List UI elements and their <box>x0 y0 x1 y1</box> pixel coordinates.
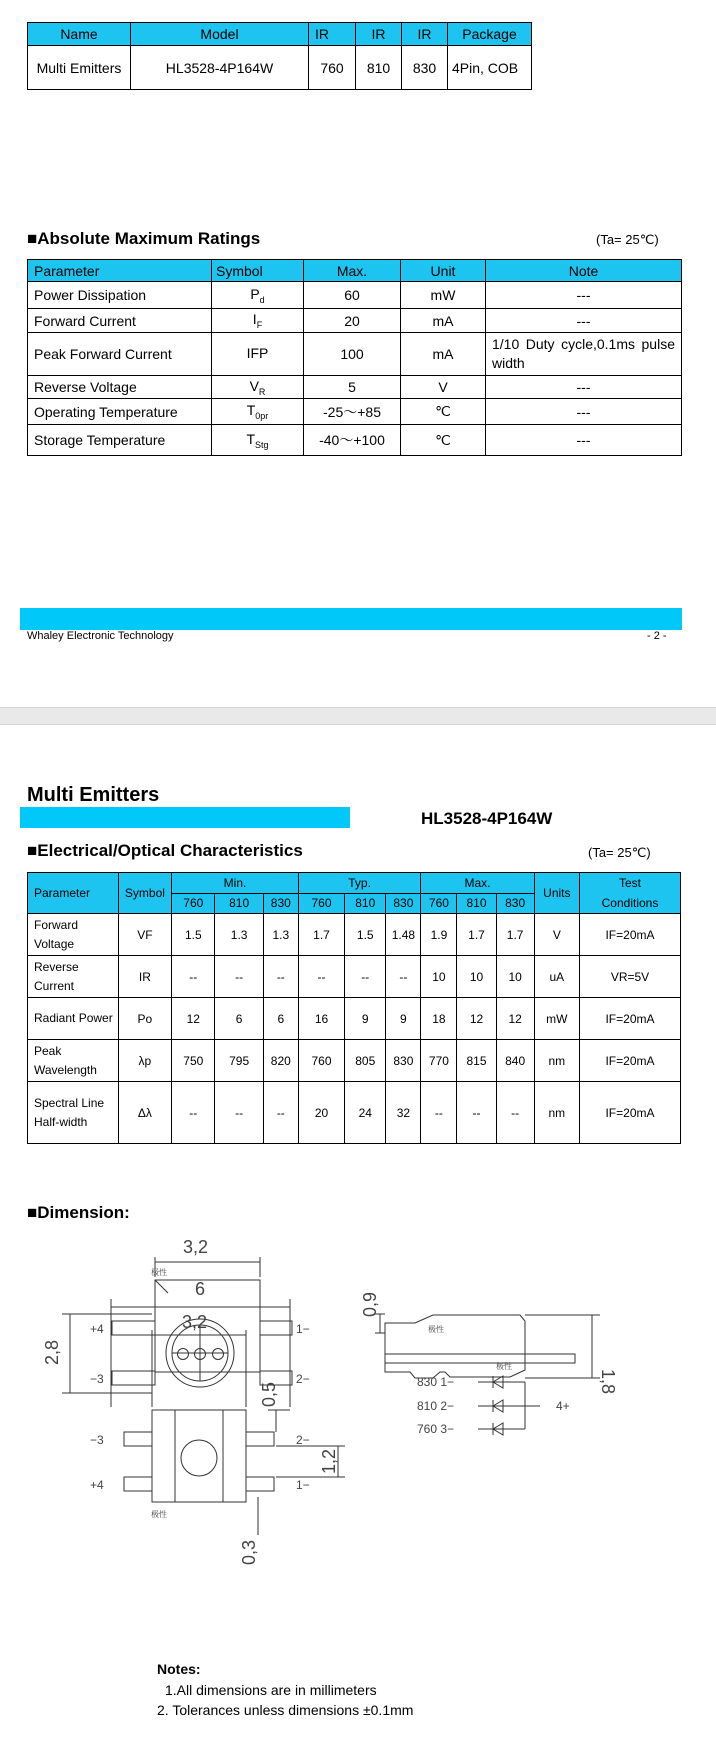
eoc-value: 12 <box>496 998 534 1040</box>
eoc-value: 1.3 <box>263 914 298 956</box>
label-28: 2,8 <box>42 1339 62 1365</box>
eoc-value: -- <box>215 956 263 998</box>
label-830: 830 1− <box>417 1375 455 1389</box>
label-18: 1,8 <box>598 1369 618 1395</box>
amr-title: ■Absolute Maximum Ratings <box>27 229 261 248</box>
amr-header-max: Max. <box>304 260 401 282</box>
note-item: 1.All dimensions are in millimeters <box>165 1682 377 1698</box>
eoc-value: 24 <box>345 1082 386 1144</box>
eoc-value: 16 <box>298 998 344 1040</box>
eoc-header-symbol: Symbol <box>118 873 172 914</box>
polarity-mark: 极性 <box>151 1510 167 1519</box>
eoc-unit: uA <box>534 956 579 998</box>
eoc-condition: VR=5V <box>579 956 680 998</box>
page-separator <box>0 707 716 725</box>
cell-model: HL3528-4P164W <box>131 46 309 90</box>
bottom-view-body <box>152 1410 246 1502</box>
header-ir-3: IR <box>402 23 448 46</box>
eoc-value: -- <box>496 1082 534 1144</box>
eoc-ta: (Ta= 25℃) <box>588 845 651 860</box>
top-view-pin-4 <box>112 1321 155 1335</box>
eoc-condition: IF=20mA <box>579 1082 680 1144</box>
amr-unit: mW <box>401 282 486 309</box>
dimension-title: ■Dimension: <box>27 1203 130 1222</box>
eoc-value: 750 <box>172 1040 215 1082</box>
cell-name: Multi Emitters <box>28 46 131 90</box>
eoc-symbol: IR <box>118 956 172 998</box>
product-table <box>27 22 532 90</box>
eoc-header-max: Max. <box>421 873 534 894</box>
amr-param: Operating Temperature <box>28 399 212 425</box>
eoc-condition: IF=20mA <box>579 914 680 956</box>
label-pin-1: 1− <box>296 1322 310 1336</box>
eoc-value: 820 <box>263 1040 298 1082</box>
header-model: Model <box>131 23 309 46</box>
eoc-value: 1.7 <box>457 914 496 956</box>
eoc-header-min: Min. <box>172 873 299 894</box>
header-package: Package <box>448 23 532 46</box>
eoc-symbol: Po <box>118 998 172 1040</box>
eoc-value: 1.5 <box>345 914 386 956</box>
amr-symbol: $P_d$ <box>212 282 304 309</box>
eoc-subheader: 810 <box>345 893 386 914</box>
table-row <box>28 1082 681 1144</box>
top-view-pin-3 <box>112 1371 155 1385</box>
model-title: HL3528-4P164W <box>421 809 553 828</box>
dim-line-28 <box>62 1314 152 1393</box>
cell-package: 4Pin, COB <box>448 46 532 90</box>
eoc-value: 6 <box>263 998 298 1040</box>
eoc-header-parameter: Parameter <box>28 873 119 914</box>
eoc-value: 10 <box>457 956 496 998</box>
label-bottom-pin-2: 2− <box>296 1433 310 1447</box>
amr-note: 1/10 Duty cycle,0.1ms pulse width <box>486 333 682 376</box>
cell-ir-810: 810 <box>356 46 402 90</box>
label-pin-minus3: −3 <box>90 1372 104 1386</box>
amr-note: --- <box>486 376 682 399</box>
eoc-value: 1.5 <box>172 914 215 956</box>
eoc-value: 1.3 <box>215 914 263 956</box>
eoc-value: -- <box>457 1082 496 1144</box>
label-12: 1,2 <box>319 1448 339 1474</box>
table-row <box>28 282 682 309</box>
eoc-header-typ: Typ. <box>298 873 421 894</box>
amr-table <box>27 259 682 456</box>
eoc-value: 32 <box>386 1082 421 1144</box>
amr-max: 5 <box>304 376 401 399</box>
eoc-header-test: Test Conditions <box>579 873 680 914</box>
label-05: 0,5 <box>259 1381 279 1407</box>
eoc-value: 1.7 <box>298 914 344 956</box>
header-ir-2: IR <box>356 23 402 46</box>
label-32-top: 3,2 <box>183 1237 209 1257</box>
eoc-param: Reverse Current <box>28 956 119 998</box>
eoc-value: 6 <box>215 998 263 1040</box>
label-32-bottom: 3,2 <box>182 1312 208 1332</box>
eoc-value: 18 <box>421 998 457 1040</box>
table-row <box>28 333 682 376</box>
eoc-value: 830 <box>386 1040 421 1082</box>
label-760: 760 3− <box>417 1422 455 1436</box>
footer-bar <box>20 608 682 630</box>
bottom-view-outline <box>152 1410 246 1502</box>
notes-title: Notes: <box>157 1661 201 1677</box>
amr-param: Storage Temperature <box>28 425 212 456</box>
amr-note: --- <box>486 309 682 333</box>
amr-max: -40～+100 <box>304 425 401 456</box>
amr-ta: (Ta= 25℃) <box>596 232 659 247</box>
footer-page-number: - 2 - <box>647 630 667 642</box>
eoc-value: 20 <box>298 1082 344 1144</box>
amr-symbol: $V_R$ <box>212 376 304 399</box>
amr-unit: mA <box>401 309 486 333</box>
amr-symbol: $T_{0pr}$ <box>212 399 304 425</box>
title-bar <box>20 807 350 828</box>
amr-unit: V <box>401 376 486 399</box>
amr-note: --- <box>486 399 682 425</box>
table-row <box>28 1040 681 1082</box>
label-bottom-pin-4: +4 <box>90 1478 104 1492</box>
eoc-value: -- <box>386 956 421 998</box>
eoc-subheader: 830 <box>386 893 421 914</box>
eoc-unit: V <box>534 914 579 956</box>
header-name: Name <box>28 23 131 46</box>
eoc-value: -- <box>215 1082 263 1144</box>
eoc-value: -- <box>172 1082 215 1144</box>
cell-ir-760: 760 <box>309 46 356 90</box>
polarity-mark: 极性 <box>428 1325 444 1334</box>
eoc-param: Peak Wavelength <box>28 1040 119 1082</box>
bottom-view-pin-2 <box>246 1432 274 1446</box>
note-item: 2. Tolerances unless dimensions ±0.1mm <box>157 1702 414 1718</box>
dim-line-05 <box>268 1410 290 1432</box>
eoc-unit: nm <box>534 1040 579 1082</box>
eoc-subheader: 810 <box>457 893 496 914</box>
eoc-subheader: 830 <box>496 893 534 914</box>
label-pin-2: 2− <box>296 1372 310 1386</box>
amr-note: --- <box>486 282 682 309</box>
eoc-subheader: 760 <box>421 893 457 914</box>
eoc-param: Spectral Line Half-width <box>28 1082 119 1144</box>
amr-param: Reverse Voltage <box>28 376 212 399</box>
label-bottom-pin-1: 1− <box>296 1478 310 1492</box>
label-6: 6 <box>195 1279 206 1299</box>
label-4plus: 4+ <box>556 1399 570 1413</box>
eoc-unit: mW <box>534 998 579 1040</box>
eoc-subheader: 760 <box>298 893 344 914</box>
bottom-view-pin-3 <box>124 1432 152 1446</box>
eoc-symbol: λp <box>118 1040 172 1082</box>
bottom-view-lens <box>181 1440 217 1476</box>
amr-header-parameter: Parameter <box>28 260 212 282</box>
amr-max: -25～+85 <box>304 399 401 425</box>
eoc-title: ■Electrical/Optical Characteristics <box>27 841 303 860</box>
eoc-value: -- <box>298 956 344 998</box>
polarity-mark: 极性 <box>496 1362 512 1371</box>
bottom-view-pin-4 <box>124 1477 152 1491</box>
table-row <box>28 956 681 998</box>
table-row <box>28 425 682 456</box>
eoc-value: 9 <box>386 998 421 1040</box>
eoc-value: 1.9 <box>421 914 457 956</box>
schematic-bus <box>508 1382 540 1429</box>
amr-param: Forward Current <box>28 309 212 333</box>
dim-line-32-top <box>155 1257 260 1277</box>
table-row <box>28 399 682 425</box>
label-03: 0,3 <box>239 1539 259 1565</box>
eoc-value: 805 <box>345 1040 386 1082</box>
amr-symbol: $I_F$ <box>212 309 304 333</box>
dimension-drawing <box>0 1235 716 1655</box>
eoc-value: 840 <box>496 1040 534 1082</box>
amr-unit: ℃ <box>401 399 486 425</box>
eoc-table <box>27 872 681 1144</box>
bottom-view-center <box>175 1410 223 1502</box>
label-bottom-pin-3: −3 <box>90 1433 104 1447</box>
eoc-value: -- <box>172 956 215 998</box>
eoc-value: -- <box>263 1082 298 1144</box>
eoc-value: -- <box>421 1082 457 1144</box>
label-pin-plus4: +4 <box>90 1322 104 1336</box>
eoc-value: 795 <box>215 1040 263 1082</box>
eoc-value: 9 <box>345 998 386 1040</box>
amr-symbol: $T_{Stg}$ <box>212 425 304 456</box>
amr-unit: ℃ <box>401 425 486 456</box>
eoc-param: Radiant Power <box>28 998 119 1040</box>
top-view-pin-1 <box>260 1321 292 1335</box>
table-row <box>28 376 682 399</box>
chip-icon <box>178 1349 189 1360</box>
eoc-value: 10 <box>421 956 457 998</box>
eoc-subheader: 810 <box>215 893 263 914</box>
eoc-value: 770 <box>421 1040 457 1082</box>
amr-symbol: IFP <box>212 333 304 376</box>
amr-param: Peak Forward Current <box>28 333 212 376</box>
footer-company: Whaley Electronic Technology <box>27 630 174 642</box>
amr-max: 20 <box>304 309 401 333</box>
eoc-subheader: 830 <box>263 893 298 914</box>
amr-param: Power Dissipation <box>28 282 212 309</box>
table-row <box>28 998 681 1040</box>
eoc-value: 12 <box>172 998 215 1040</box>
eoc-subheader: 760 <box>172 893 215 914</box>
eoc-value: 1.48 <box>386 914 421 956</box>
table-row <box>28 914 681 956</box>
eoc-unit: nm <box>534 1082 579 1144</box>
eoc-value: 815 <box>457 1040 496 1082</box>
amr-max: 100 <box>304 333 401 376</box>
eoc-value: 1.7 <box>496 914 534 956</box>
cell-ir-830: 830 <box>402 46 448 90</box>
eoc-symbol: Δλ <box>118 1082 172 1144</box>
amr-note: --- <box>486 425 682 456</box>
header-ir-1: IR <box>309 23 356 46</box>
eoc-value: 760 <box>298 1040 344 1082</box>
label-09: 0,9 <box>360 1291 380 1317</box>
amr-max: 60 <box>304 282 401 309</box>
bottom-view-pin-1 <box>246 1477 274 1491</box>
amr-header-note: Note <box>486 260 682 282</box>
amr-header-symbol: Symbol <box>212 260 304 282</box>
eoc-value: -- <box>263 956 298 998</box>
side-view-pins <box>385 1354 575 1363</box>
eoc-param: Forward Voltage <box>28 914 119 956</box>
eoc-value: 10 <box>496 956 534 998</box>
dim-line-18 <box>525 1315 600 1378</box>
amr-header-unit: Unit <box>401 260 486 282</box>
polarity-mark: 极性 <box>151 1268 167 1277</box>
polarity-line <box>155 1280 168 1293</box>
chip-icon <box>213 1349 224 1360</box>
table-row <box>28 309 682 333</box>
eoc-condition: IF=20mA <box>579 1040 680 1082</box>
page-title: Multi Emitters <box>27 784 160 806</box>
eoc-value: 12 <box>457 998 496 1040</box>
amr-unit: mA <box>401 333 486 376</box>
eoc-symbol: VF <box>118 914 172 956</box>
label-810: 810 2− <box>417 1399 455 1413</box>
eoc-header-units: Units <box>534 873 579 914</box>
eoc-value: -- <box>345 956 386 998</box>
eoc-condition: IF=20mA <box>579 998 680 1040</box>
